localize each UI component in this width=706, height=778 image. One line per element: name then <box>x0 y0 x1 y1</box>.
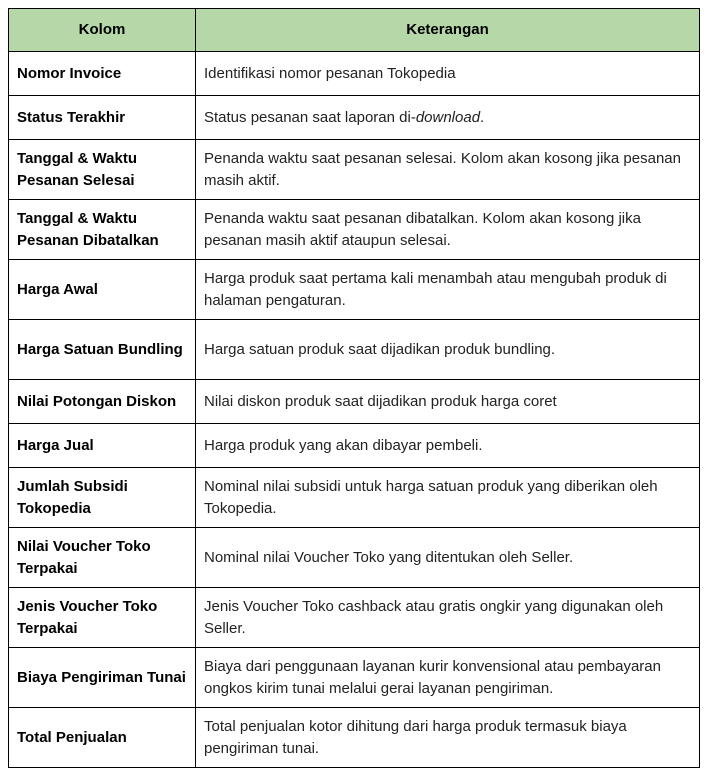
row-name: Biaya Pengiriman Tunai <box>9 648 196 708</box>
row-description: Identifikasi nomor pesanan Tokopedia <box>196 52 700 96</box>
table-row <box>9 528 700 588</box>
row-name: Total Penjualan <box>9 708 196 768</box>
table-row <box>9 52 700 96</box>
table-row <box>9 424 700 468</box>
row-name: Harga Jual <box>9 424 196 468</box>
row-name: Nilai Voucher Toko Terpakai <box>9 528 196 588</box>
description-text: Status pesanan saat laporan di- <box>204 108 416 126</box>
row-name: Harga Awal <box>9 260 196 320</box>
row-description: Harga produk yang akan dibayar pembeli. <box>196 424 700 468</box>
row-name: Status Terakhir <box>9 96 196 140</box>
table-row <box>9 708 700 768</box>
description-emphasis: download <box>415 108 481 126</box>
column-description-table <box>8 8 700 768</box>
row-name: Harga Satuan Bundling <box>9 320 196 380</box>
row-description: Total penjualan kotor dihitung dari harga produk termasuk biaya pengiriman tunai. <box>196 708 700 768</box>
header-row <box>9 9 700 52</box>
table-row <box>9 648 700 708</box>
row-description: Biaya dari penggunaan layanan kurir konvensional atau pembayaran ongkos kirim tunai melalui gerai layanan pengiriman. <box>196 648 700 708</box>
row-description: Jenis Voucher Toko cashback atau gratis ongkir yang digunakan oleh Seller. <box>196 588 700 648</box>
header-kolom: Kolom <box>9 9 196 52</box>
row-description <box>196 96 700 140</box>
row-description: Nominal nilai subsidi untuk harga satuan produk yang diberikan oleh Tokopedia. <box>196 468 700 528</box>
row-name: Nilai Potongan Diskon <box>9 380 196 424</box>
row-description: Penanda waktu saat pesanan selesai. Kolom akan kosong jika pesanan masih aktif. <box>196 140 700 200</box>
table-row <box>9 380 700 424</box>
row-description: Harga satuan produk saat dijadikan produk bundling. <box>196 320 700 380</box>
description-suffix: . <box>480 108 485 126</box>
row-description: Harga produk saat pertama kali menambah atau mengubah produk di halaman pengaturan. <box>196 260 700 320</box>
table-row <box>9 96 700 140</box>
table-row <box>9 320 700 380</box>
table-row <box>9 468 700 528</box>
row-name: Tanggal & Waktu Pesanan Dibatalkan <box>9 200 196 260</box>
row-name: Nomor Invoice <box>9 52 196 96</box>
row-name: Tanggal & Waktu Pesanan Selesai <box>9 140 196 200</box>
table-row <box>9 588 700 648</box>
row-description: Penanda waktu saat pesanan dibatalkan. Kolom akan kosong jika pesanan masih aktif ataupun selesai. <box>196 200 700 260</box>
row-name: Jenis Voucher Toko Terpakai <box>9 588 196 648</box>
table-row <box>9 200 700 260</box>
row-description: Nilai diskon produk saat dijadikan produk harga coret <box>196 380 700 424</box>
header-keterangan: Keterangan <box>196 9 700 52</box>
table-row <box>9 260 700 320</box>
table-row <box>9 140 700 200</box>
row-description: Nominal nilai Voucher Toko yang ditentukan oleh Seller. <box>196 528 700 588</box>
row-name: Jumlah Subsidi Tokopedia <box>9 468 196 528</box>
